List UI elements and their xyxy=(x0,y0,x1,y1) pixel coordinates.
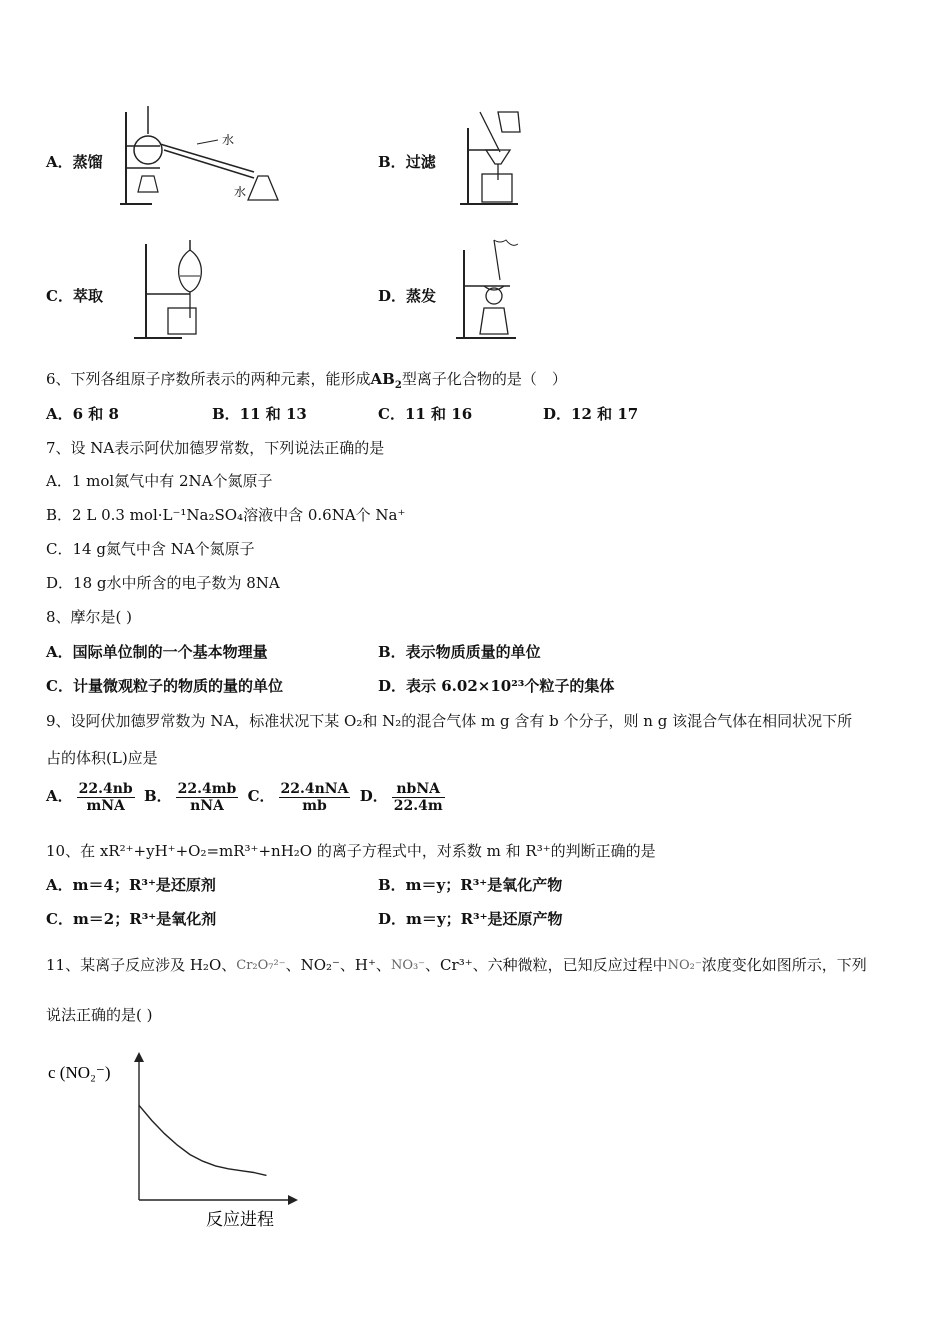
q6-option-b[interactable]: B．11 和 13 xyxy=(212,405,307,423)
q8-option-a[interactable]: A．国际单位制的一个基本物理量 xyxy=(46,643,268,661)
q5-option-c[interactable] xyxy=(46,286,103,306)
q9-stem-line1: 9、设阿伏加德罗常数为 NA，标准状况下某 O₂和 N₂的混合气体 m g 含有 b 个分子，则 n g 该混合气体在相同状况下所 xyxy=(46,712,853,730)
water-outlet-label: 水 xyxy=(234,185,247,199)
q8-stem: 8、摩尔是( ) xyxy=(46,608,133,626)
q5-option-a[interactable] xyxy=(46,152,103,172)
q9-option-c-denominator: mb xyxy=(302,797,327,814)
q5-option-c-letter: C． xyxy=(46,287,73,305)
q9-option-b[interactable] xyxy=(143,780,242,814)
q5-option-a-label: 蒸馏 xyxy=(72,153,103,171)
filtration-apparatus-image xyxy=(458,108,528,206)
q9-option-d[interactable] xyxy=(359,780,449,814)
chart-series-line-0 xyxy=(139,1105,267,1175)
q5-option-d-letter: D． xyxy=(378,287,407,305)
q6-stem xyxy=(46,369,567,396)
q7-option-b[interactable]: B．2 L 0.3 mol·L⁻¹Na₂SO₄溶液中含 0.6NA个 Na⁺ xyxy=(46,506,406,524)
distillation-apparatus-image xyxy=(112,104,282,206)
q9-option-d-denominator: 22.4m xyxy=(393,797,443,814)
q11-stem-d: 浓度变化如图所示，下列 xyxy=(701,956,867,974)
q9-option-a-numerator: 22.4nb xyxy=(78,780,133,797)
chart-x-axis-arrow xyxy=(288,1195,298,1205)
q10-option-a[interactable]: A．m＝4；R³⁺是还原剂 xyxy=(46,876,216,894)
water-inlet-label: 水 xyxy=(222,133,235,147)
q9-option-b-numerator: 22.4mb xyxy=(177,780,237,797)
q8-option-b[interactable]: B．表示物质质量的单位 xyxy=(378,643,541,661)
q5-option-d-label: 蒸发 xyxy=(406,287,437,305)
q5-option-b-label: 过滤 xyxy=(405,153,436,171)
q9-options xyxy=(46,778,449,814)
q9-option-d-letter: D． xyxy=(359,787,388,805)
q11-stem-b: 、NO₂⁻、H⁺、 xyxy=(285,956,391,974)
q6-stem-pre: 6、下列各组原子序数所表示的两种元素，能形成 xyxy=(46,370,371,388)
q9-option-c-letter: C． xyxy=(247,787,275,805)
q9-option-a-letter: A． xyxy=(46,787,73,805)
q5-option-b[interactable] xyxy=(378,152,436,172)
q6-stem-post: 型离子化合物的是（ ） xyxy=(401,370,567,388)
q6-option-c[interactable]: C．11 和 16 xyxy=(378,405,473,423)
q10-option-d[interactable]: D．m＝y；R³⁺是还原产物 xyxy=(378,910,563,928)
q7-option-d[interactable]: D．18 g水中所含的电子数为 8NA xyxy=(46,574,280,592)
q7-option-c[interactable]: C．14 g氮气中含 NA个氮原子 xyxy=(46,540,255,558)
q9-option-c-numerator: 22.4nNA xyxy=(280,780,349,797)
evaporation-apparatus-image xyxy=(454,236,528,340)
nitrate-ion-formula: NO₃⁻ xyxy=(390,958,426,973)
q5-option-b-letter: B． xyxy=(378,153,406,171)
q6-stem-formula: AB xyxy=(370,370,395,388)
q10-option-b[interactable]: B．m＝y；R³⁺是氧化产物 xyxy=(378,876,563,894)
extraction-apparatus-image xyxy=(132,238,208,340)
q11-stem-a: 11、某离子反应涉及 H₂O、 xyxy=(46,956,237,974)
q7-stem: 7、设 NA表示阿伏加德罗常数，下列说法正确的是 xyxy=(46,439,385,457)
q10-stem: 10、在 xR²⁺+yH⁺+O₂=mR³⁺+nH₂O 的离子方程式中，对系数 m 和 R³⁺的判断正确的是 xyxy=(46,842,656,860)
q5-option-c-label: 萃取 xyxy=(72,287,103,305)
q9-option-b-denominator: nNA xyxy=(190,797,224,814)
q6-stem-sub: 2 xyxy=(394,380,402,391)
q8-option-d[interactable]: D．表示 6.02×10²³个粒子的集体 xyxy=(378,677,615,695)
q9-stem-line2: 占的体积(L)应是 xyxy=(46,749,158,767)
q5-option-a-letter: A． xyxy=(46,153,73,171)
nitrite-ion-formula: NO₂⁻ xyxy=(667,958,702,973)
chart-ylabel: c (NO₂⁻) xyxy=(48,1063,111,1082)
q11-stem-c: 、Cr³⁺、六种微粒，已知反应过程中 xyxy=(425,956,668,974)
q9-option-a[interactable] xyxy=(46,780,139,814)
q9-option-a-denominator: mNA xyxy=(86,797,125,814)
chart-y-axis-arrow xyxy=(134,1052,144,1062)
q6-option-d[interactable]: D．12 和 17 xyxy=(543,405,639,423)
q7-option-a[interactable]: A．1 mol氮气中有 2NA个氮原子 xyxy=(46,472,273,490)
q9-option-b-letter: B． xyxy=(143,787,172,805)
q11-stem-line1 xyxy=(46,955,867,976)
q6-option-a[interactable]: A．6 和 8 xyxy=(46,405,119,423)
q8-option-c[interactable]: C．计量微观粒子的物质的量的单位 xyxy=(46,677,283,695)
q9-option-c[interactable] xyxy=(247,780,355,814)
q9-option-d-numerator: nbNA xyxy=(392,781,445,798)
q10-option-c[interactable]: C．m＝2；R³⁺是氧化剂 xyxy=(46,910,217,928)
q5-option-d[interactable] xyxy=(378,286,436,306)
nitrite-concentration-chart xyxy=(46,1050,316,1235)
q11-stem-line2: 说法正确的是( ) xyxy=(46,1006,153,1024)
dichromate-ion-formula: Cr₂O₇²⁻ xyxy=(236,958,286,973)
chart-series-group xyxy=(139,1105,267,1175)
chart-xlabel: 反应进程 xyxy=(206,1210,274,1230)
